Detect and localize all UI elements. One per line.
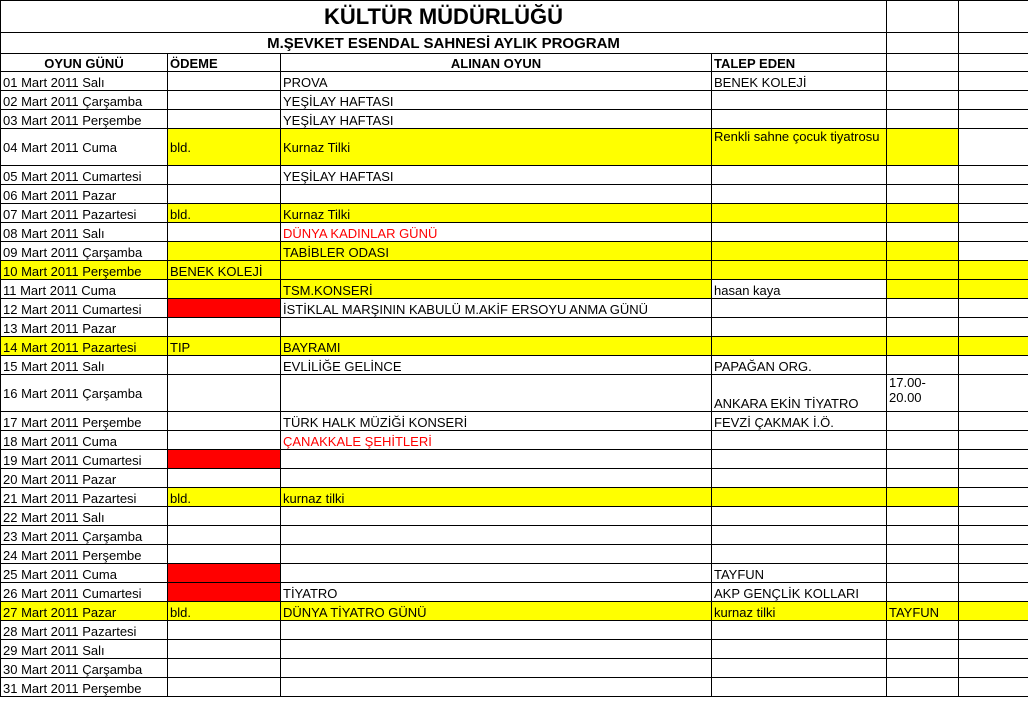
extra-cell[interactable] [959, 564, 1028, 583]
payment-cell[interactable] [168, 280, 281, 299]
extra-cell[interactable] [959, 356, 1028, 375]
extra-cell[interactable] [959, 507, 1028, 526]
extra-cell[interactable] [887, 526, 959, 545]
table-row [1, 223, 1028, 242]
payment-cell[interactable] [168, 110, 281, 129]
day-cell[interactable]: 12 Mart 2011 Cumartesi [1, 299, 168, 318]
play-cell[interactable] [281, 375, 712, 412]
table-row [1, 337, 1028, 356]
extra-cell[interactable] [887, 431, 959, 450]
extra-cell[interactable] [887, 299, 959, 318]
extra-cell[interactable] [959, 223, 1028, 242]
play-cell[interactable]: BAYRAMI [281, 337, 712, 356]
extra-cell[interactable] [959, 318, 1028, 337]
payment-cell[interactable] [168, 318, 281, 337]
day-cell[interactable]: 28 Mart 2011 Pazartesi [1, 621, 168, 640]
requester-cell[interactable]: TAYFUN [712, 564, 887, 583]
play-cell[interactable]: TABİBLER ODASI [281, 242, 712, 261]
play-cell[interactable] [281, 659, 712, 678]
table-row [1, 185, 1028, 204]
extra-cell[interactable] [959, 659, 1028, 678]
payment-cell[interactable] [168, 659, 281, 678]
payment-cell[interactable] [168, 545, 281, 564]
sheet-subtitle[interactable]: M.ŞEVKET ESENDAL SAHNESİ AYLIK PROGRAM [1, 33, 887, 54]
day-cell[interactable]: 19 Mart 2011 Cumartesi [1, 450, 168, 469]
requester-cell[interactable]: AKP GENÇLİK KOLLARI [712, 583, 887, 602]
day-cell[interactable]: 31 Mart 2011 Perşembe [1, 678, 168, 697]
payment-cell[interactable]: bld. [168, 488, 281, 507]
table-row [1, 526, 1028, 545]
play-cell[interactable] [281, 450, 712, 469]
requester-cell[interactable] [712, 318, 887, 337]
day-cell[interactable]: 07 Mart 2011 Pazartesi [1, 204, 168, 223]
extra-cell[interactable] [887, 450, 959, 469]
cell[interactable] [887, 33, 959, 54]
requester-cell[interactable] [712, 659, 887, 678]
play-cell[interactable]: kurnaz tilki [281, 488, 712, 507]
extra-cell[interactable] [959, 242, 1028, 261]
payment-cell[interactable] [168, 450, 281, 469]
extra-cell[interactable] [887, 166, 959, 185]
cell[interactable] [959, 1, 1028, 33]
requester-cell[interactable] [712, 488, 887, 507]
payment-cell[interactable] [168, 242, 281, 261]
day-cell[interactable]: 26 Mart 2011 Cumartesi [1, 583, 168, 602]
payment-cell[interactable]: BENEK KOLEJİ [168, 261, 281, 280]
cell[interactable] [887, 54, 959, 72]
requester-cell[interactable] [712, 261, 887, 280]
subtitle-row [1, 33, 1028, 54]
payment-cell[interactable] [168, 640, 281, 659]
extra-cell[interactable] [887, 507, 959, 526]
title-row [1, 1, 1028, 33]
payment-cell[interactable] [168, 564, 281, 583]
extra-cell[interactable] [887, 469, 959, 488]
payment-cell[interactable] [168, 375, 281, 412]
extra-cell[interactable] [887, 261, 959, 280]
play-cell[interactable]: TSM.KONSERİ [281, 280, 712, 299]
extra-cell[interactable] [959, 602, 1028, 621]
day-cell[interactable]: 08 Mart 2011 Salı [1, 223, 168, 242]
extra-cell[interactable] [959, 166, 1028, 185]
day-cell[interactable]: 01 Mart 2011 Salı [1, 72, 168, 91]
extra-cell[interactable] [959, 621, 1028, 640]
day-cell[interactable]: 02 Mart 2011 Çarşamba [1, 91, 168, 110]
day-cell[interactable]: 22 Mart 2011 Salı [1, 507, 168, 526]
extra-cell[interactable] [959, 469, 1028, 488]
table-row [1, 110, 1028, 129]
extra-cell[interactable] [959, 91, 1028, 110]
header-requester[interactable]: TALEP EDEN [712, 54, 887, 72]
header-play[interactable]: ALINAN OYUN [281, 54, 712, 72]
extra-cell[interactable] [887, 185, 959, 204]
play-cell[interactable]: DÜNYA KADINLAR GÜNÜ [281, 223, 712, 242]
play-cell[interactable] [281, 185, 712, 204]
day-cell[interactable]: 05 Mart 2011 Cumartesi [1, 166, 168, 185]
requester-cell[interactable] [712, 507, 887, 526]
table-row [1, 678, 1028, 697]
day-cell[interactable]: 13 Mart 2011 Pazar [1, 318, 168, 337]
extra-cell[interactable] [959, 412, 1028, 431]
payment-cell[interactable] [168, 72, 281, 91]
extra-cell[interactable] [959, 110, 1028, 129]
extra-cell[interactable] [959, 678, 1028, 697]
play-cell[interactable] [281, 261, 712, 280]
table-row [1, 450, 1028, 469]
payment-cell[interactable] [168, 583, 281, 602]
cell[interactable] [959, 54, 1028, 72]
day-cell[interactable]: 18 Mart 2011 Cuma [1, 431, 168, 450]
extra-cell[interactable] [959, 450, 1028, 469]
requester-cell[interactable] [712, 110, 887, 129]
extra-cell[interactable] [887, 280, 959, 299]
day-cell[interactable]: 04 Mart 2011 Cuma [1, 129, 168, 166]
table-row [1, 412, 1028, 431]
requester-cell[interactable] [712, 91, 887, 110]
extra-cell[interactable] [887, 72, 959, 91]
play-cell[interactable]: ÇANAKKALE ŞEHİTLERİ [281, 431, 712, 450]
day-cell[interactable]: 14 Mart 2011 Pazartesi [1, 337, 168, 356]
day-cell[interactable]: 23 Mart 2011 Çarşamba [1, 526, 168, 545]
extra-cell[interactable] [959, 431, 1028, 450]
payment-cell[interactable] [168, 223, 281, 242]
payment-cell[interactable] [168, 356, 281, 375]
requester-cell[interactable] [712, 640, 887, 659]
play-cell[interactable]: DÜNYA TİYATRO GÜNÜ [281, 602, 712, 621]
payment-cell[interactable]: bld. [168, 204, 281, 223]
payment-cell[interactable] [168, 526, 281, 545]
play-cell[interactable]: YEŞİLAY HAFTASI [281, 166, 712, 185]
table-row [1, 375, 1028, 412]
day-cell[interactable]: 24 Mart 2011 Perşembe [1, 545, 168, 564]
extra-cell[interactable] [887, 129, 959, 166]
day-cell[interactable]: 29 Mart 2011 Salı [1, 640, 168, 659]
requester-cell[interactable] [712, 621, 887, 640]
extra-cell[interactable] [887, 91, 959, 110]
play-cell[interactable]: TİYATRO [281, 583, 712, 602]
table-row [1, 261, 1028, 280]
table-row [1, 621, 1028, 640]
requester-cell[interactable] [712, 223, 887, 242]
payment-cell[interactable] [168, 469, 281, 488]
play-cell[interactable] [281, 526, 712, 545]
day-cell[interactable]: 17 Mart 2011 Perşembe [1, 412, 168, 431]
extra-cell[interactable] [887, 242, 959, 261]
table-row [1, 299, 1028, 318]
play-cell[interactable] [281, 507, 712, 526]
extra-cell[interactable] [959, 583, 1028, 602]
extra-cell[interactable] [887, 621, 959, 640]
payment-cell[interactable]: bld. [168, 129, 281, 166]
requester-cell[interactable] [712, 185, 887, 204]
header-payment[interactable]: ÖDEME [168, 54, 281, 72]
extra-cell[interactable] [959, 261, 1028, 280]
play-cell[interactable]: YEŞİLAY HAFTASI [281, 110, 712, 129]
play-cell[interactable]: İSTİKLAL MARŞININ KABULÜ M.AKİF ERSOYU ANMA GÜNÜ [281, 299, 712, 318]
requester-cell[interactable] [712, 299, 887, 318]
extra-cell[interactable] [959, 185, 1028, 204]
payment-cell[interactable]: TIP [168, 337, 281, 356]
table-row [1, 242, 1028, 261]
requester-cell[interactable] [712, 337, 887, 356]
requester-cell[interactable] [712, 166, 887, 185]
table-row [1, 583, 1028, 602]
payment-cell[interactable] [168, 678, 281, 697]
extra-cell[interactable] [959, 204, 1028, 223]
time-cell[interactable]: 17.00-20.00 [887, 375, 959, 412]
table-row [1, 507, 1028, 526]
header-row [1, 54, 1028, 72]
day-cell[interactable]: 06 Mart 2011 Pazar [1, 185, 168, 204]
play-cell[interactable]: Kurnaz Tilki [281, 129, 712, 166]
table-row [1, 602, 1028, 621]
extra-cell[interactable] [959, 545, 1028, 564]
day-cell[interactable]: 16 Mart 2011 Çarşamba [1, 375, 168, 412]
requester-cell[interactable]: ANKARA EKİN TİYATRO [712, 375, 887, 412]
extra-cell[interactable] [959, 526, 1028, 545]
payment-cell[interactable] [168, 91, 281, 110]
extra-cell[interactable] [887, 318, 959, 337]
extra-cell[interactable] [887, 564, 959, 583]
extra-cell[interactable] [959, 129, 1028, 166]
extra-cell[interactable] [959, 375, 1028, 412]
extra-cell[interactable] [959, 72, 1028, 91]
day-cell[interactable]: 03 Mart 2011 Perşembe [1, 110, 168, 129]
table-row [1, 204, 1028, 223]
payment-cell[interactable] [168, 621, 281, 640]
requester-cell[interactable]: kurnaz tilki [712, 602, 887, 621]
day-cell[interactable]: 15 Mart 2011 Salı [1, 356, 168, 375]
payment-cell[interactable]: bld. [168, 602, 281, 621]
extra-cell[interactable] [887, 110, 959, 129]
requester-cell[interactable] [712, 545, 887, 564]
extra-cell[interactable] [887, 356, 959, 375]
extra-cell[interactable] [887, 412, 959, 431]
extra-cell[interactable] [887, 488, 959, 507]
sheet-title[interactable]: KÜLTÜR MÜDÜRLÜĞÜ [1, 1, 887, 33]
payment-cell[interactable] [168, 507, 281, 526]
extra-cell[interactable] [959, 280, 1028, 299]
play-cell[interactable] [281, 678, 712, 697]
requester-cell[interactable] [712, 469, 887, 488]
table-row [1, 129, 1028, 166]
extra-cell[interactable] [887, 204, 959, 223]
header-day[interactable]: OYUN GÜNÜ [1, 54, 168, 72]
play-cell[interactable]: TÜRK HALK MÜZİĞİ KONSERİ [281, 412, 712, 431]
requester-cell[interactable] [712, 526, 887, 545]
payment-cell[interactable] [168, 412, 281, 431]
day-cell[interactable]: 11 Mart 2011 Cuma [1, 280, 168, 299]
requester-cell[interactable] [712, 431, 887, 450]
play-cell[interactable] [281, 469, 712, 488]
extra-cell[interactable] [959, 299, 1028, 318]
play-cell[interactable] [281, 640, 712, 659]
day-cell[interactable]: 30 Mart 2011 Çarşamba [1, 659, 168, 678]
requester-cell[interactable] [712, 204, 887, 223]
play-cell[interactable]: YEŞİLAY HAFTASI [281, 91, 712, 110]
requester-cell[interactable] [712, 450, 887, 469]
extra-cell[interactable] [887, 337, 959, 356]
table-row [1, 488, 1028, 507]
table-row [1, 318, 1028, 337]
day-cell[interactable]: 09 Mart 2011 Çarşamba [1, 242, 168, 261]
play-cell[interactable]: Kurnaz Tilki [281, 204, 712, 223]
extra-cell[interactable] [959, 488, 1028, 507]
cell[interactable] [959, 33, 1028, 54]
day-cell[interactable]: 10 Mart 2011 Perşembe [1, 261, 168, 280]
payment-cell[interactable] [168, 166, 281, 185]
table-row [1, 280, 1028, 299]
extra-cell[interactable] [959, 337, 1028, 356]
play-cell[interactable]: PROVA [281, 72, 712, 91]
table-row [1, 659, 1028, 678]
play-cell[interactable]: EVLİLİĞE GELİNCE [281, 356, 712, 375]
extra-cell[interactable] [887, 640, 959, 659]
table-row [1, 91, 1028, 110]
table-row [1, 564, 1028, 583]
table-row [1, 166, 1028, 185]
cell[interactable] [887, 1, 959, 33]
play-cell[interactable] [281, 564, 712, 583]
requester-cell[interactable] [712, 678, 887, 697]
extra-cell[interactable] [887, 223, 959, 242]
play-cell[interactable] [281, 545, 712, 564]
requester-cell[interactable]: PAPAĞAN ORG. [712, 356, 887, 375]
day-cell[interactable]: 27 Mart 2011 Pazar [1, 602, 168, 621]
payment-cell[interactable] [168, 185, 281, 204]
day-cell[interactable]: 21 Mart 2011 Pazartesi [1, 488, 168, 507]
payment-cell[interactable] [168, 431, 281, 450]
requester-cell[interactable] [712, 242, 887, 261]
requester-cell[interactable]: hasan kaya [712, 280, 887, 299]
table-row [1, 431, 1028, 450]
requester-cell[interactable]: FEVZİ ÇAKMAK İ.Ö. [712, 412, 887, 431]
table-row [1, 545, 1028, 564]
extra-cell[interactable] [959, 640, 1028, 659]
play-cell[interactable] [281, 318, 712, 337]
extra-cell[interactable]: TAYFUN [887, 602, 959, 621]
play-cell[interactable] [281, 621, 712, 640]
day-cell[interactable]: 20 Mart 2011 Pazar [1, 469, 168, 488]
table-row [1, 72, 1028, 91]
requester-cell[interactable]: BENEK KOLEJİ [712, 72, 887, 91]
extra-cell[interactable] [887, 545, 959, 564]
day-cell[interactable]: 25 Mart 2011 Cuma [1, 564, 168, 583]
payment-cell[interactable] [168, 299, 281, 318]
extra-cell[interactable] [887, 583, 959, 602]
requester-cell[interactable]: Renkli sahne çocuk tiyatrosu [712, 129, 887, 166]
extra-cell[interactable] [887, 678, 959, 697]
table-row [1, 640, 1028, 659]
table-row [1, 469, 1028, 488]
table-row [1, 356, 1028, 375]
extra-cell[interactable] [887, 659, 959, 678]
